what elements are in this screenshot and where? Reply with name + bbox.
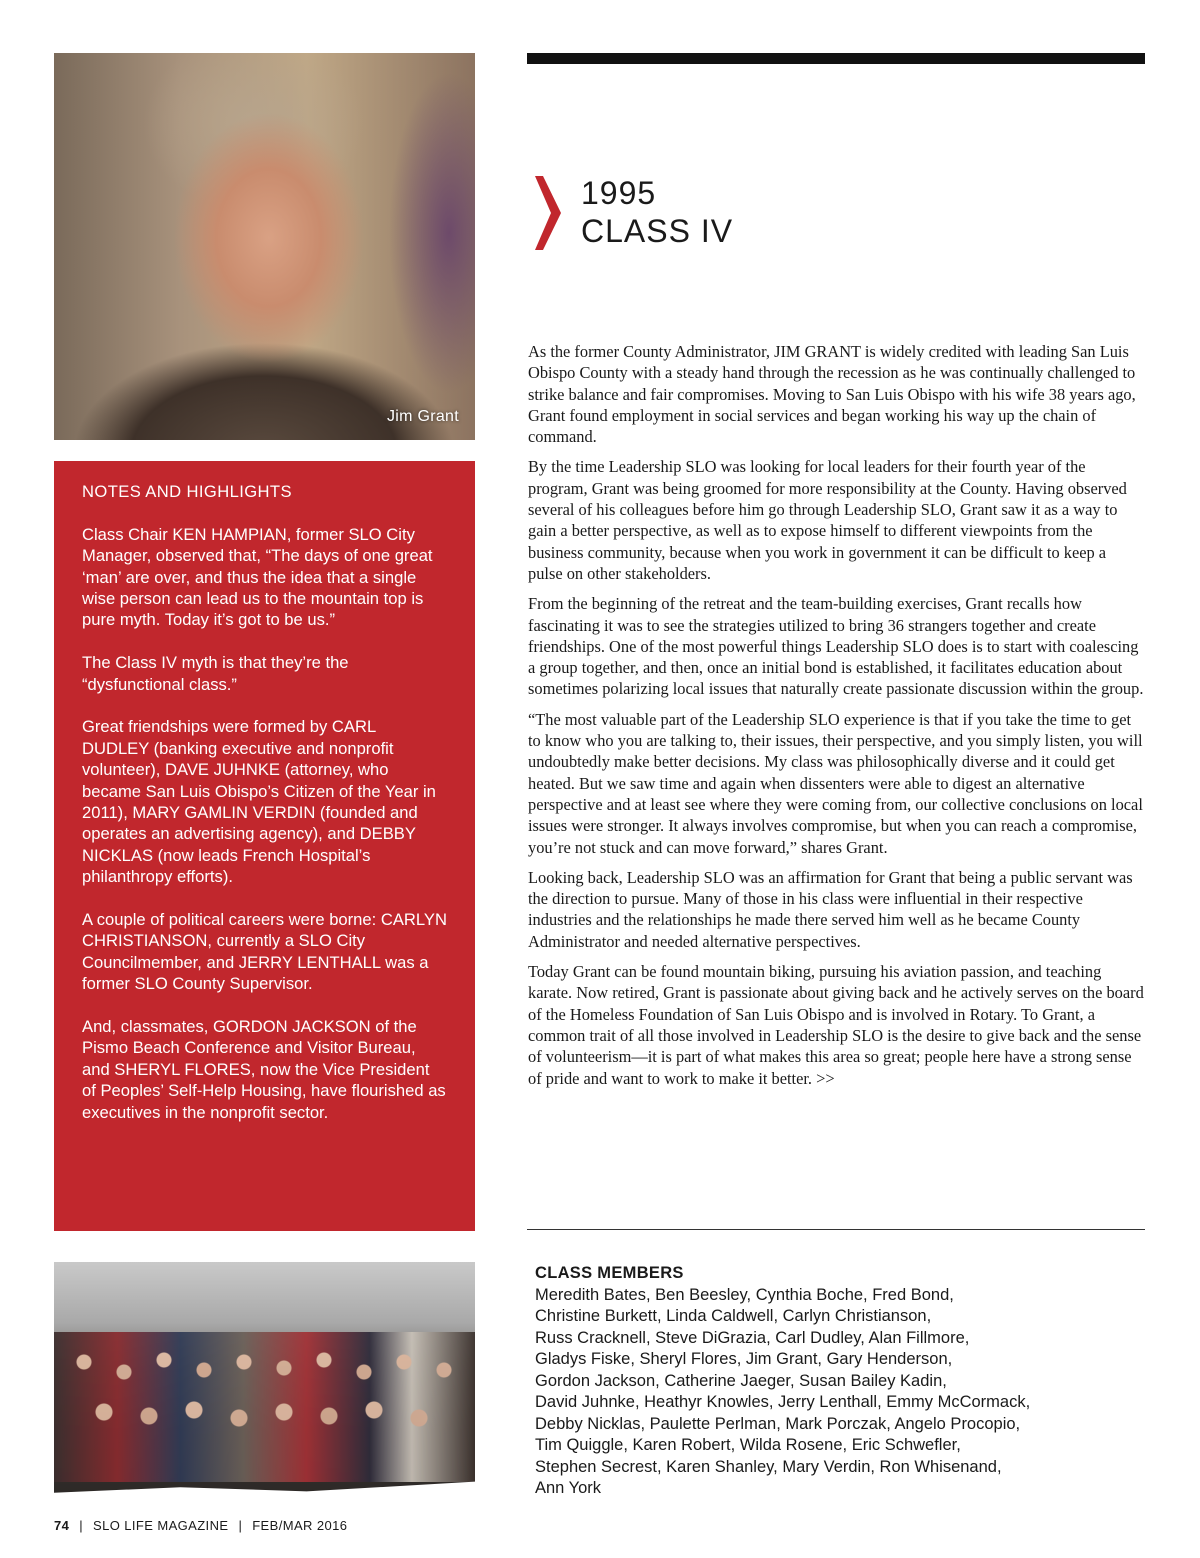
footer-separator: | [79,1518,84,1533]
header-rule [527,53,1145,64]
member-line: Russ Cracknell, Steve DiGrazia, Carl Dudley, Alan Fillmore, [535,1328,970,1347]
page-number: 74 [54,1518,70,1533]
member-line: Stephen Secrest, Karen Shanley, Mary Verdin, Ron Whisenand, [535,1457,1002,1476]
notes-paragraph: Great friendships were formed by CARL DUDLEY (banking executive and nonprofit volunteer), DAVE JUHNKE (attorney, who became San Luis Obispo’s Citizen of the Year in 2011), MARY GAMLIN VERDIN (founded and operates an advertising agency), and DEBBY NICKLAS (now leads French Hospital’s philanthropy efforts). [82,717,436,887]
heading-class: CLASS IV [581,213,734,249]
article-paragraph: From the beginning of the retreat and the team-building exercises, Grant recalls how fascinating it was to see the strategies utilized to bring 36 strangers together and create friendships. One of the most powerful things Leadership SLO does is to start with coalescing a group together, and then, once an initial bond is established, it facilitates education about sometimes polarizing local issues that naturally create passionate discussion within the group. [528,594,1144,699]
member-line: Tim Quiggle, Karen Robert, Wilda Rosene, Eric Schwefler, [535,1436,961,1454]
member-line: Ann York [535,1479,602,1497]
heading-year: 1995 [581,175,657,211]
footer-separator: | [238,1518,243,1533]
chevron-right-icon [535,176,561,250]
class-members-title: CLASS MEMBERS [535,1264,684,1282]
member-line: Meredith Bates, Ben Beesley, Cynthia Boche, Fred Bond, [535,1285,954,1304]
article-body [528,341,1144,1098]
notes-title: NOTES AND HIGHLIGHTS [82,482,292,501]
class-members [535,1263,1145,1500]
article-paragraph: Today Grant can be found mountain biking, pursuing his aviation passion, and teaching karate. Now retired, Grant is passionate about giving back and he actively serves on the board of the Homeless Foundation of San Luis Obispo and is involved in Rotary. To Grant, a common trait of all those involved in Leadership SLO is the desire to give back and the sense of volunteerism—it is part of what makes this area so great; people here have a strong sense of pride and want to work to make it better. >> [528,962,1144,1088]
notes-paragraph: Class Chair KEN HAMPIAN, former SLO City Manager, observed that, “The days of one great ‘man’ are over, and thus the idea that a single wise person can lead us to the mountain top is pure myth. Today it’s got to be us.” [82,524,433,630]
member-line: Christine Burkett, Linda Caldwell, Carlyn Christianson, [535,1307,932,1325]
portrait-photo [54,53,475,440]
section-heading [581,174,733,250]
article-paragraph: As the former County Administrator, JIM GRANT is widely credited with leading San Luis Obispo County with a steady hand through the recession as he was continually challenged to strike balance and fair compromises. Moving to San Luis Obispo with his wife 38 years ago, Grant found employment in social services and began working his way up the chain of command. [528,342,1136,447]
notes-paragraph: And, classmates, GORDON JACKSON of the Pismo Beach Conference and Visitor Bureau, and SHERYL FLORES, now the Vice President of Peoples’ Self-Help Housing, have flourished as executives in the nonprofit sector. [82,1017,446,1122]
member-line: Debby Nicklas, Paulette Perlman, Mark Porczak, Angelo Procopio, [535,1414,1021,1433]
notes-box [54,461,475,1231]
member-line: Gladys Fiske, Sheryl Flores, Jim Grant, Gary Henderson, [535,1350,953,1368]
publication-name: SLO LIFE MAGAZINE [93,1518,229,1533]
article-paragraph: “The most valuable part of the Leadership SLO experience is that if you take the time to get to know who you are talking to, their issues, their perspective, and you simply listen, you will undoubtedly make better decisions. My class was philosophically diverse and it could get heated. But we saw time and again when dissenters were able to digest an alternative perspective and at least see where they were coming from, our collective conclusions on local issues were stronger. It always involves compromise, but when you can reach a compromise, you’re not stuck and can move forward,” shares Grant. [528,709,1143,857]
article-paragraph: Looking back, Leadership SLO was an affirmation for Grant that being a public servant was the direction to pursue. Many of those in his class were influential in their respective industries and the relationships he made there served him well as he became County Administrator and needed alternative perspectives. [528,867,1133,951]
notes-paragraph: The Class IV myth is that they’re the “dysfunctional class.” [82,653,349,694]
photo-caption: Jim Grant [386,408,459,425]
member-line: Gordon Jackson, Catherine Jaeger, Susan Bailey Kadin, [535,1371,947,1390]
group-photo-crowd [54,1332,475,1482]
article-paragraph: By the time Leadership SLO was looking for local leaders for their fourth year of the program, Grant was being groomed for more responsibility at the County. Having observed several of his colleagues before him go through Leadership SLO, Grant saw it as a way to gain a better perspective, as well as to expose himself to different viewpoints from the business community, because when you work in government it can be difficult to keep a pulse on other stakeholders. [528,457,1127,583]
member-line: David Juhnke, Heathyr Knowles, Jerry Lenthall, Emmy McCormack, [535,1393,1031,1411]
section-divider [527,1229,1145,1230]
notes-paragraph: A couple of political careers were borne: CARLYN CHRISTIANSON, currently a SLO City Councilmember, and JERRY LENTHALL was a former SLO County Supervisor. [82,910,447,994]
issue-date: FEB/MAR 2016 [252,1518,348,1533]
page-footer [54,1518,347,1533]
class-group-photo [54,1262,475,1504]
